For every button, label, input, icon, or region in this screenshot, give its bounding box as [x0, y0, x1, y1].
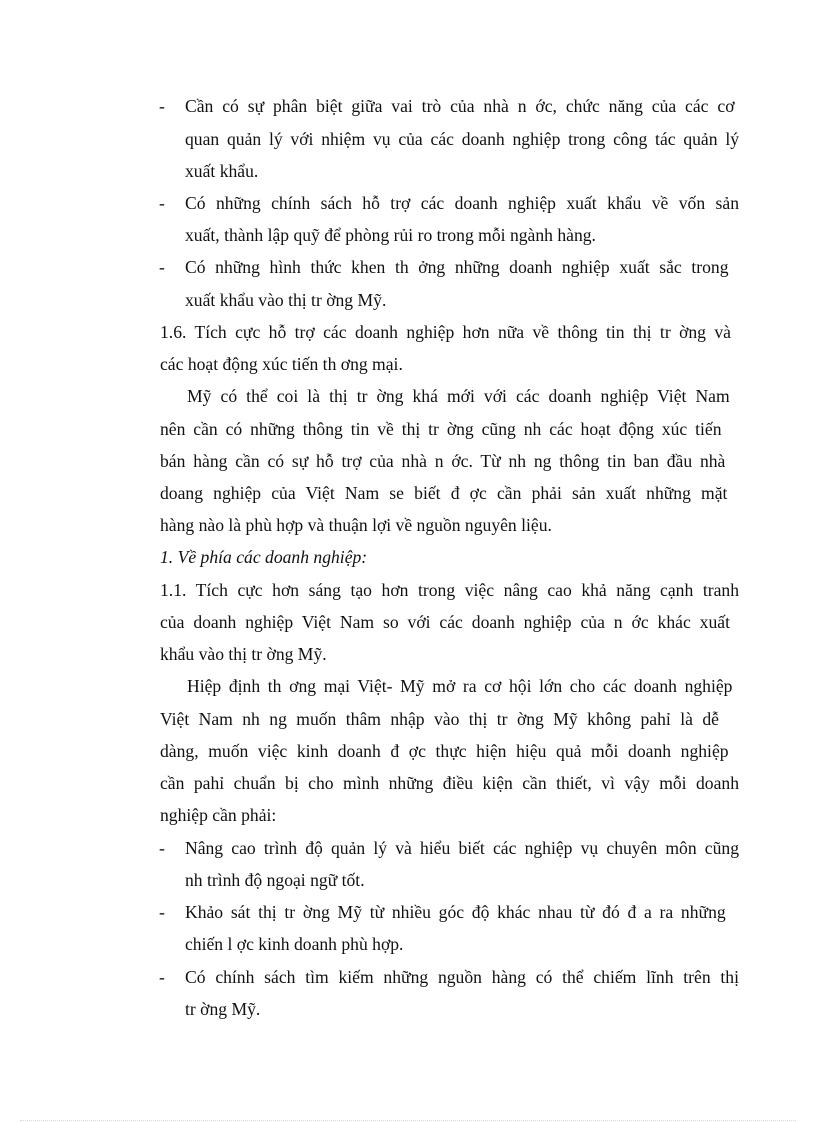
paragraph-line: Mỹ có thể coi là thị tr ờng khá mới với các doanh nghiệp Việt Nam: [187, 386, 730, 406]
bullet-text-line: tr ờng Mỹ.: [185, 999, 261, 1019]
paragraph-line: bán hàng cần có sự hỗ trợ của nhà n ớc. Từ nh ng thông tin ban đầu nhà: [160, 451, 726, 471]
bullet-text-line: Khảo sát thị tr ờng Mỹ từ nhiều góc độ khác nhau từ đó đ a ra những: [185, 902, 726, 922]
bullet-text-line: Cần có sự phân biệt giữa vai trò của nhà n ớc, chức năng của các cơ: [185, 96, 735, 116]
paragraph-line: Việt Nam nh ng muốn thâm nhập vào thị tr ờng Mỹ không pahỉ là dễ: [160, 709, 719, 729]
section-text-line: 1.6. Tích cực hỗ trợ các doanh nghiệp hơn nữa về thông tin thị tr ờng và: [160, 322, 731, 342]
bullet-marker: -: [159, 967, 165, 987]
bullet-text-line: Nâng cao trình độ quản lý và hiểu biết các nghiệp vụ chuyên môn cũng: [185, 838, 739, 858]
paragraph-line: nghiệp cần phải:: [160, 805, 277, 825]
bullet-marker: -: [159, 257, 165, 277]
bullet-marker: -: [159, 96, 165, 116]
bullet-marker: -: [159, 193, 165, 213]
bullet-marker: -: [159, 902, 165, 922]
bullet-text-line: quan quản lý với nhiệm vụ của các doanh nghiệp trong công tác quản lý: [185, 129, 739, 149]
paragraph-line: doang nghiệp của Việt Nam se biết đ ợc cần phải sản xuất những mặt: [160, 483, 728, 503]
section-text-line: khẩu vào thị tr ờng Mỹ.: [160, 644, 327, 664]
bullet-text-line: nh trình độ ngoại ngữ tốt.: [185, 870, 365, 890]
paragraph-line: cần pahỉ chuẩn bị cho mình những điều kiện cần thiết, vì vậy mỗi doanh: [160, 773, 739, 793]
heading-text: 1. Về phía các doanh nghiệp:: [160, 547, 368, 567]
section-text-line: 1.1. Tích cực hơn sáng tạo hơn trong việc nâng cao khả năng cạnh tranh: [160, 580, 739, 600]
bullet-text-line: Có những chính sách hỗ trợ các doanh nghiệp xuất khẩu về vốn sản: [185, 193, 739, 213]
bullet-text-line: chiến l ợc kinh doanh phù hợp.: [185, 934, 404, 954]
page-bottom-divider: [20, 1120, 796, 1121]
paragraph-line: hàng nào là phù hợp và thuận lợi về nguồn nguyên liệu.: [160, 515, 552, 535]
bullet-marker: -: [159, 838, 165, 858]
paragraph-line: nên cần có những thông tin về thị tr ờng cũng nh các hoạt động xúc tiến: [160, 419, 722, 439]
paragraph-line: Hiệp định th ơng mại Việt- Mỹ mở ra cơ hội lớn cho các doanh nghiệp: [187, 676, 733, 696]
bullet-text-line: xuất khẩu.: [185, 161, 259, 181]
bullet-text-line: Có những hình thức khen th ởng những doanh nghiệp xuất sắc trong: [185, 257, 729, 277]
section-text-line: các hoạt động xúc tiến th ơng mại.: [160, 354, 403, 374]
bullet-text-line: xuất, thành lập quỹ để phòng rủi ro trong mỗi ngành hàng.: [185, 225, 596, 245]
section-text-line: của doanh nghiệp Việt Nam so với các doanh nghiệp của n ớc khác xuất: [160, 612, 730, 632]
bullet-text-line: xuất khẩu vào thị tr ờng Mỹ.: [185, 290, 387, 310]
bullet-text-line: Có chính sách tìm kiếm những nguồn hàng có thể chiếm lĩnh trên thị: [185, 967, 739, 987]
paragraph-line: dàng, muốn việc kinh doanh đ ợc thực hiện hiệu quả mỗi doanh nghiệp: [160, 741, 729, 761]
